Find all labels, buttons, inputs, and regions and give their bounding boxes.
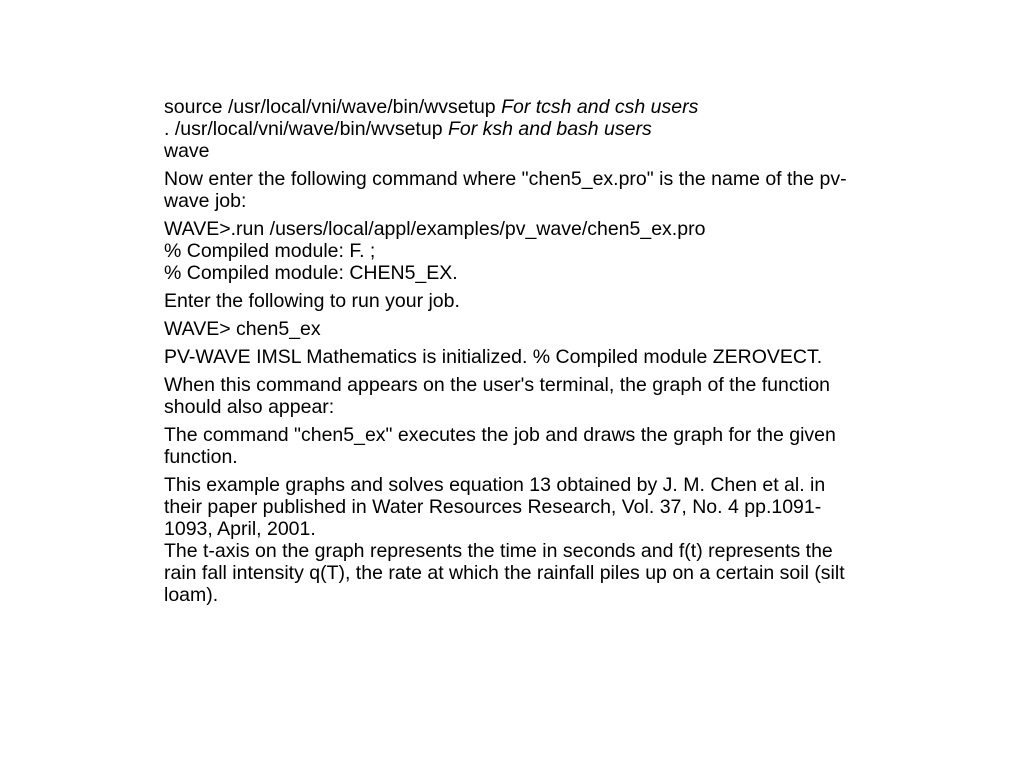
enter-command-text: Now enter the following command where "chen5_ex.pro" is the name of the pv-wave job: [164, 168, 847, 212]
tcsh-setup-line [164, 96, 864, 118]
ksh-note: For ksh and bash users [447, 118, 652, 140]
wave-command: wave [164, 140, 210, 162]
run-command: WAVE>.run /users/local/appl/examples/pv_wave/chen5_ex.pro [164, 218, 706, 240]
imsl-output: PV-WAVE IMSL Mathematics is initialized. % Compiled module ZEROVECT. [164, 346, 823, 368]
run-output [164, 218, 864, 284]
ksh-command: . /usr/local/vni/wave/bin/wvsetup [164, 118, 443, 140]
tcsh-note: For tcsh and csh users [501, 96, 699, 118]
setup-commands [164, 96, 864, 162]
tcsh-command: source /usr/local/vni/wave/bin/wvsetup [164, 96, 496, 118]
graph-appears-text: When this command appears on the user's terminal, the graph of the function should also appear: [164, 374, 831, 418]
example-description [164, 474, 864, 606]
example-reference-text: This example graphs and solves equation 13 obtained by J. M. Chen et al. in their paper published in Water Resources Research, Vol. 37, No. 4 pp.1091-1093, April, 2001. [164, 474, 826, 540]
compiled-chen5-line: % Compiled module: CHEN5_EX. [164, 262, 458, 284]
executes-text: The command "chen5_ex" executes the job and draws the graph for the given function. [164, 424, 836, 468]
job-command: WAVE> chen5_ex [164, 318, 321, 340]
enter-run-text: Enter the following to run your job. [164, 290, 460, 312]
ksh-setup-line [164, 118, 864, 140]
slide-content [164, 96, 864, 612]
compiled-f-line: % Compiled module: F. ; [164, 240, 376, 262]
taxis-text: The t-axis on the graph represents the time in seconds and f(t) represents the rain fall intensity q(T), the rate at which the rainfall piles up on a certain soil (silt loam). [164, 540, 845, 606]
